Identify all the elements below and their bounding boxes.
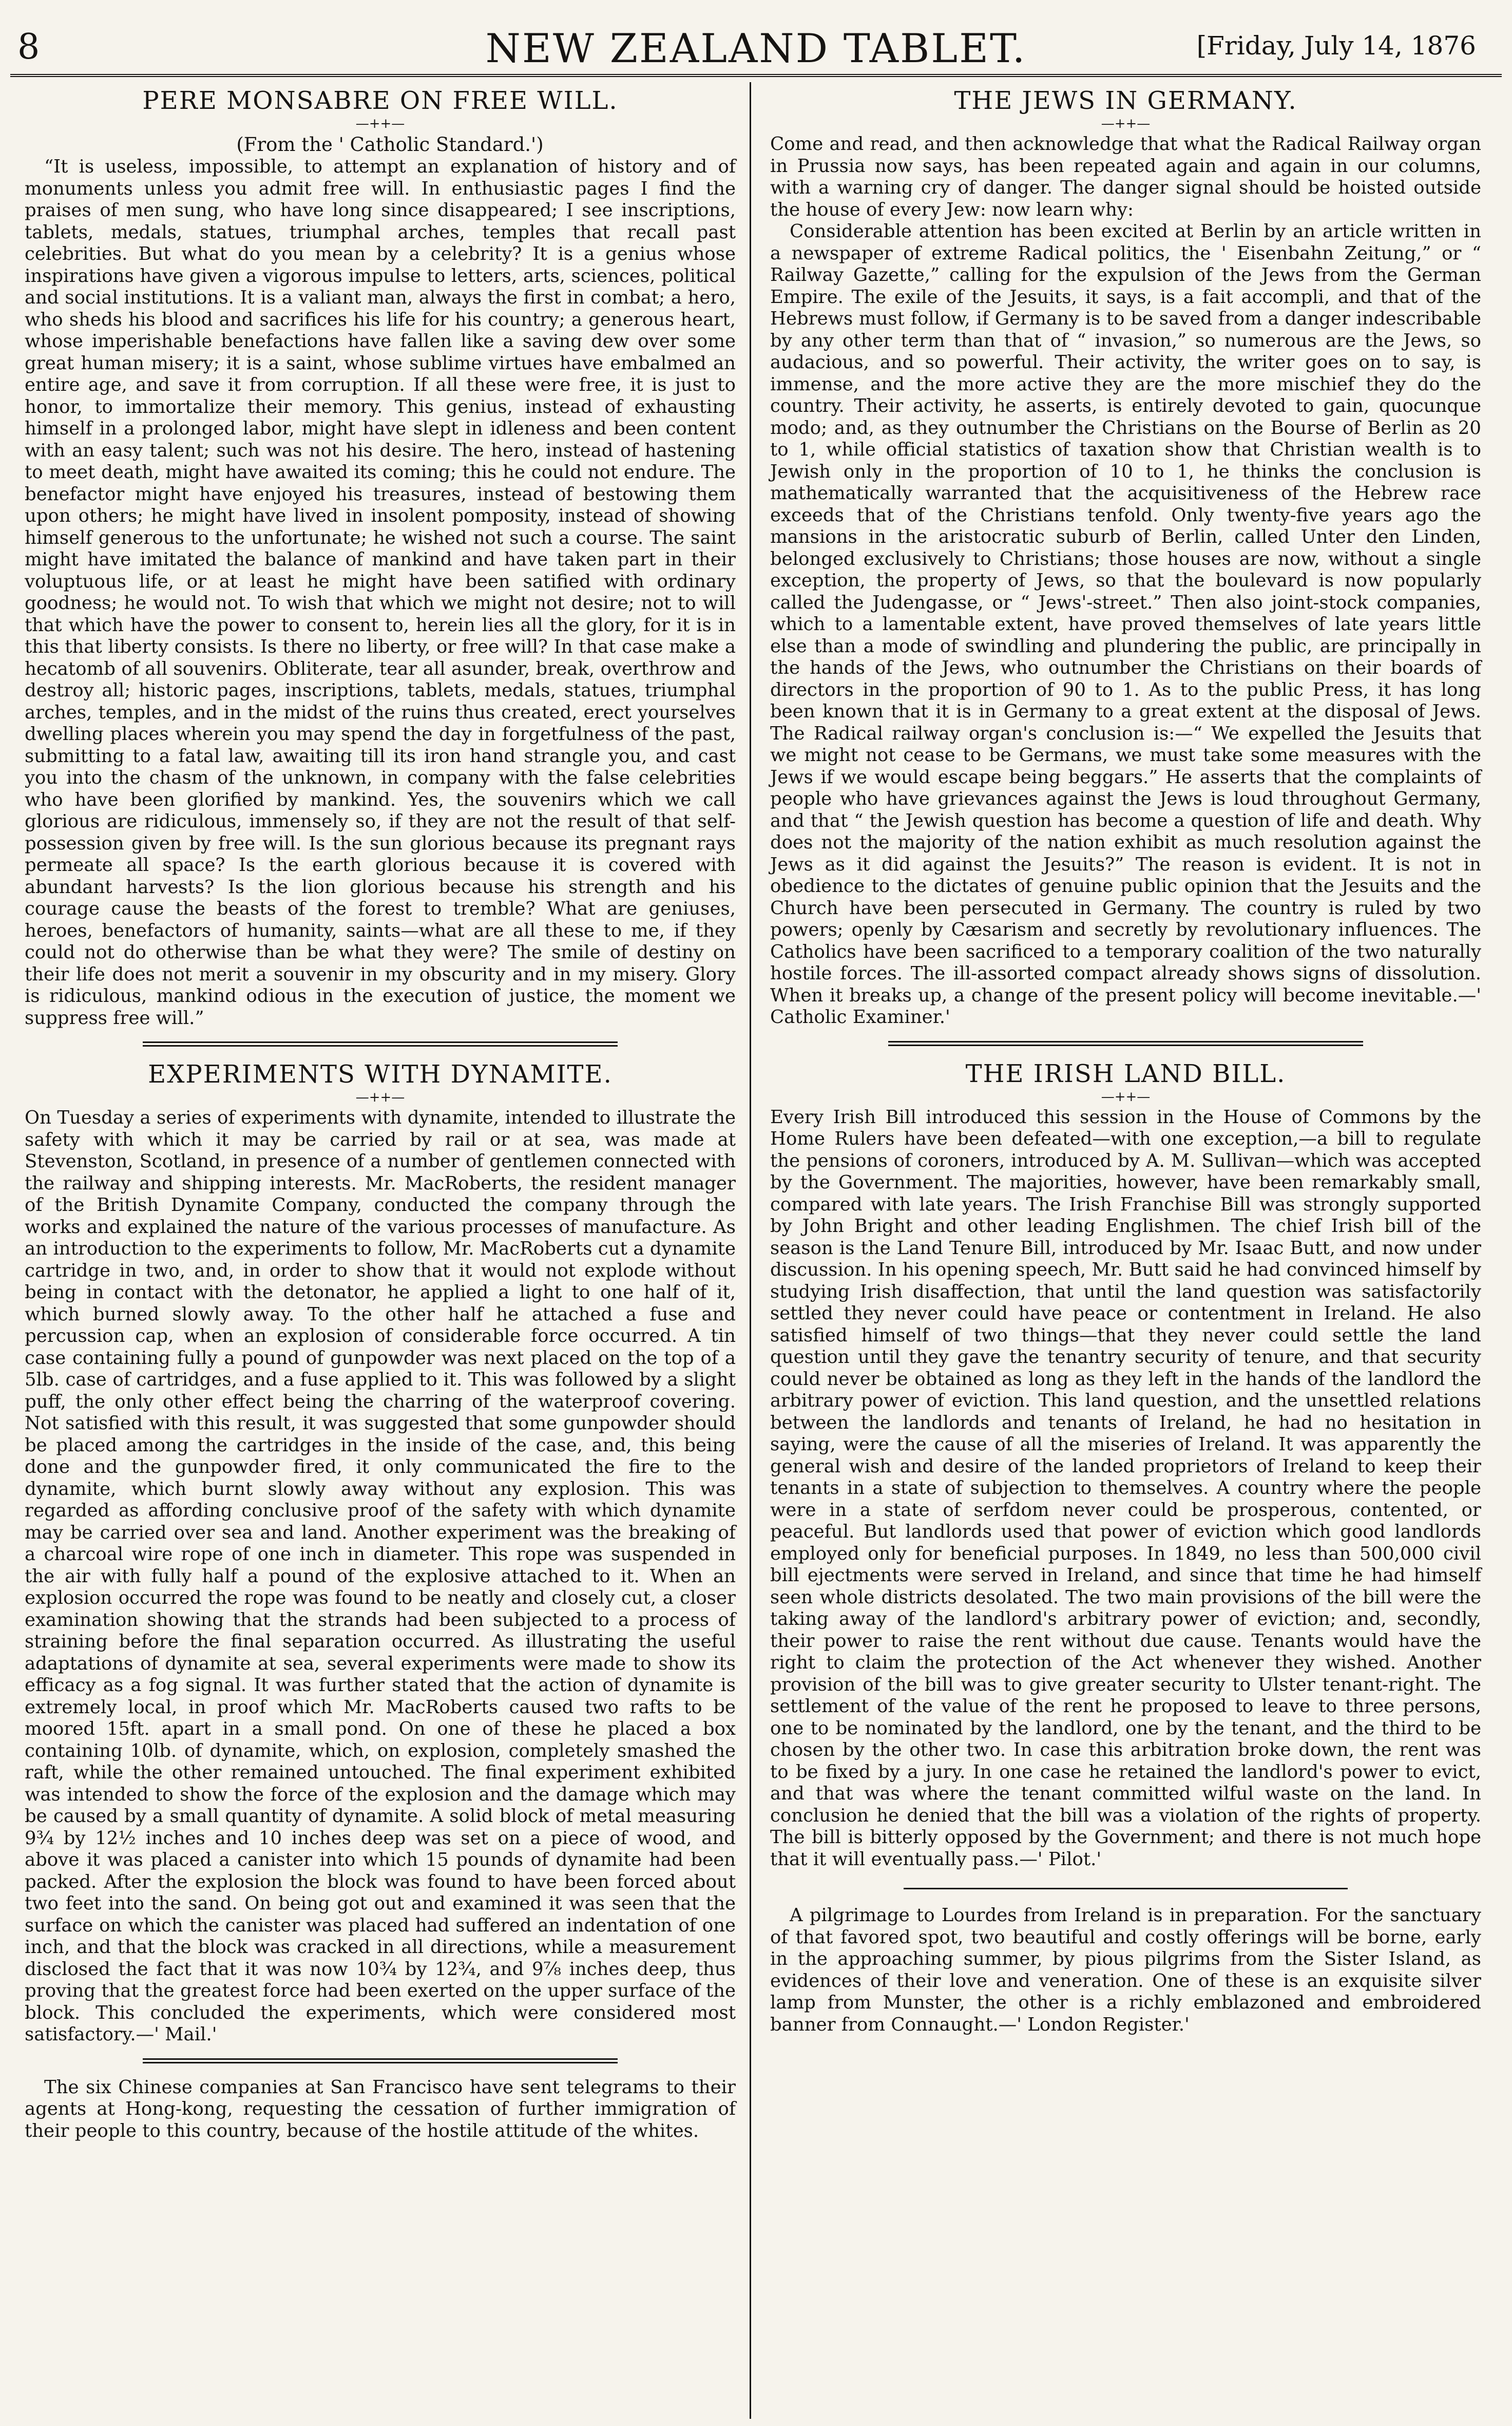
article-title: EXPERIMENTS WITH DYNAMITE. xyxy=(148,1060,613,1089)
news-item-body: The six Chinese companies at San Francisco have sent telegrams to their agents at Hong-kong, requesting the cessation of further immigration of their people to this country, because of the hostile attitude of the whites. xyxy=(25,2076,736,2141)
issue-date: [Friday, July 14, 1876 xyxy=(1196,31,1476,61)
news-item-chinese-companies xyxy=(25,2077,736,2143)
left-column xyxy=(25,86,736,2142)
article-source: (From the ' Catholic Standard.') xyxy=(236,134,544,156)
item-divider xyxy=(904,1888,1348,1889)
article-dynamite xyxy=(25,1060,736,2046)
page-number: 8 xyxy=(17,27,40,67)
article-body: Every Irish Bill introduced this session in the House of Commons by the Home Rulers have been defeated—with one exception,—a bill to regulate the pensions of coroners, introduced by A. M. Sullivan—which was accepted by the Government. The majorities, however, have been remarkably small, compared with late years. The Irish Franchise Bill was strongly supported by John Bright and other leading Englishmen. The chief Irish bill of the season is the Land Tenure Bill, introduced by Mr. Isaac Butt, and now under discussion. In his opening speech, Mr. Butt said he had convinced himself by studying Irish disaffection, that until the land question was satisfactorily settled they never could have peace or contentment in Ireland. He also satisfied himself of two things—that they never could settle the land question until they gave the tenantry security of tenure, and that security could never be obtained as long as they left in the hands of the landlord the arbitrary power of eviction. This land question, and the unsettled relations between the landlords and tenants of Ireland, he had no hesitation in saying, were the cause of all the miseries of Ireland. It was apparently the general wish and desire of the landed proprietors of Ireland to keep their tenants in a state of subjection to themselves. A country where the people were in a state of serfdom never could be prosperous, contented, or peaceful. But landlords used that power of eviction which good landlords employed only for beneficial purposes. In 1849, no less than 500,000 civil bill ejectments were served in Ireland, and since that time he had himself seen whole districts desolated. The two main provisions of the bill were the taking away of the landlord's arbitrary power of eviction; and, secondly, their power to raise the rent without due cause. Tenants would have the right to claim the protection of the Act whenever they wished. Another provision of the bill was to give greater security to Ulster tenant-right. The settlement of the value of the rent he proposed to leave to three persons, one to be nominated by the landlord, one by the tenant, and the third to be chosen by the other two. In case this arbitration broke down, the rent was to be fixed by a jury. In one case he retained the landlord's power to evict, and that was where the tenant committed wilful waste on the land. In conclusion he denied that the bill was a violation of the rights of property. The bill is bitterly opposed by the Government; and there is not much hope that it will eventually pass.—' Pilot.' xyxy=(770,1106,1481,1870)
article-irish-land-bill xyxy=(770,1059,1481,1871)
article-intro: Come and read, and then acknowledge that what the Radical Railway organ in Prussia now says, has been repeated again and again in our columns, with a warning cry of danger. The danger signal should be hoisted outside the house of every Jew: now learn why: xyxy=(770,134,1481,220)
section-divider xyxy=(888,1041,1363,1046)
article-body: “It is useless, impossible, to attempt an explanation of history and of monuments unless you admit free will. In enthusiastic pages I find the praises of men sung, who have long since disappeared; I see inscriptions, tablets, medals, statues, triumphal arches, temples that recall past celebrities. But what do you mean by a celebrity? It is a genius whose inspirations have given a vigorous impulse to letters, arts, sciences, political and social institutions. It is a valiant man, always the first in combat; a hero, who sheds his blood and sacrifices his life for his country; a generous heart, whose imperishable benefactions have fallen like a saving dew over some great human misery; it is a saint, whose sublime virtues have embalmed an entire age, and save it from corruption. If all these were free, it is just to honor, to immortalize their memory. This genius, instead of exhausting himself in a prolonged labor, might have slept in idleness and been content with an easy talent; such was not his desire. The hero, instead of hastening to meet death, might have awaited its coming; this he could not endure. The benefactor might have enjoyed his treasures, instead of bestowing them upon others; he might have lived in insolent pomposity, instead of showing himself generous to the unfortunate; he wished not such a course. The saint might have imitated the balance of mankind and have taken part in their voluptuous life, or at least he might have been satified with ordinary goodness; he would not. To wish that which we might not desire; not to will that which have the power to consent to, herein lies all the glory, for it is in this that liberty consists. Is there no liberty, or free will? In that case make a hecatomb of all souvenirs. Obliterate, tear all asunder, break, overthrow and destroy all; historic pages, inscriptions, tablets, medals, statues, triumphal arches, temples, and in the midst of the ruins thus created, erect yourselves dwelling places wherein you may spend the day in forgetfulness of the past, submitting to a fatal law, awaiting till its iron hand strangle you, and cast you into the chasm of the unknown, in company with the false celebrities who have been glorified by mankind. Yes, the souvenirs which we call glorious are ridiculous, immensely so, if they are not the result of that self-possession given by free will. Is the sun glorious because its pregnant rays permeate all space? Is the earth glorious because it is covered with abundant harvests? Is the lion glorious because his strength and his courage cause the beasts of the forest to tremble? What are geniuses, heroes, benefactors of humanity, saints—what are all these to me, if they could not do otherwise than be what they were? The smile of destiny on their life does not merit a souvenir in my obscurity and in my misery. Glory is ridiculous, mankind odious in the execution of justice, the moment we suppress free will.” xyxy=(25,156,736,1029)
news-item-body: A pilgrimage to Lourdes from Ireland is in preparation. For the sanctuary of that favored spot, two beautiful and costly offerings will be borne, early in the approaching summer, by pious pilgrims from the Sister Island, as evidences of their love and veneration. One of these is an exquisite silver lamp from Munster, the other is a richly emblazoned and embroidered banner from Connaught.—' London Register.' xyxy=(770,1905,1481,2035)
newspaper-title: NEW ZEALAND TABLET. xyxy=(485,26,1027,72)
section-divider xyxy=(143,1041,618,1047)
article-body: Considerable attention has been excited at Berlin by an article written in a newspaper of extreme Radical politics, the ' Eisenbahn Zeitung,” or “ Railway Gazette,” calling for the expulsion of the Jews from the German Empire. The exile of the Jesuits, it says, is a fait accompli, and that of the Hebrews must follow, if Germany is to be saved from a danger indescribable by any other term than that of “ invasion,” so numerous are the Jews, so audacious, and so powerful. Their activity, the writer goes on to say, is immense, and the more active they are the more mischief they do the country. Their activity, he asserts, is entirely devoted to gain, quocunque modo; and, as they outnumber the Christians on the Bourse of Berlin as 20 to 1, while official statistics of taxation show that Christian wealth is to Jewish only in the proportion of 10 to 1, he thinks the conclusion is mathematically warranted that the acquisitiveness of the Hebrew race exceeds that of the Christians tenfold. Only twenty-five years ago the mansions in the aristocratic suburb of Berlin, called Unter den Linden, belonged exclusively to Christians; those houses are now, without a single exception, the property of Jews, so that the boulevard is now popularly called the Judengasse, or “ Jews'-street.” Then also joint-stock companies, which to a lamentable extent, have proved themselves of late years little else than a mode of swindling and plundering the public, are principally in the hands of the Jews, who outnumber the Christians on their boards of directors in the proportion of 90 to 1. As to the public Press, it has long been known that it is in Germany to a great extent at the disposal of Jews. The Radical railway organ's conclusion is:—“ We expelled the Jesuits that we might not cease to be Germans, we must take some measures with the Jews if we would escape being beggars.” He asserts that the complaints of people who have grievances against the Jews is loud throughout Germany, and that “ the Jewish question has become a question of life and death. Why does not the majority of the nation exhibit as much resolution against the Jews as it did against the Jesuits?” The reason is evident. It is not in obedience to the dictates of genuine public opinion that the Jesuits and the Church have been persecuted in Germany. The country is ruled by two powers; openly by Cæsarism and secretly by revolutionary influences. The Catholics have been sacrificed to a temporary coalition of the two naturally hostile forces. The ill-assorted compact already shows signs of dissolution. When it breaks up, a change of the present policy will become inevitable.—' Catholic Examiner.' xyxy=(770,221,1481,1028)
masthead-rule xyxy=(10,74,1502,77)
article-title: THE JEWS IN GERMANY. xyxy=(954,86,1297,115)
right-column xyxy=(770,86,1481,2036)
masthead xyxy=(10,0,1502,72)
article-title: THE IRISH LAND BILL. xyxy=(965,1059,1286,1088)
article-body: On Tuesday a series of experiments with dynamite, intended to illustrate the safety with which it may be carried by rail or at sea, was made at Stevenston, Scotland, in presence of a number of gentlemen connected with the railway and shipping interests. Mr. MacRoberts, the resident manager of the British Dynamite Company, conducted the company through the works and explained the nature of the various processes of manufacture. As an introduction to the experiments to follow, Mr. MacRoberts cut a dynamite cartridge in two, and, in order to show that it would not explode without being in contact with the detonator, he applied a light to one half of it, which burned slowly away. To the other half he attached a fuse and percussion cap, when an explosion of considerable force occurred. A tin case containing fully a pound of gunpowder was next placed on the top of a 5lb. case of cartridges, and a fuse applied to it. This was followed by a slight puff, the only other effect being the charring of the waterproof covering. Not satisfied with this result, it was suggested that some gunpowder should be placed among the cartridges in the inside of the case, and, this being done and the gunpowder fired, it only communicated the fire to the dynamite, which burnt slowly away without any explosion. This was regarded as affording conclusive proof of the safety with which dynamite may be carried over sea and land. Another experiment was the breaking of a charcoal wire rope of one inch in diameter. This rope was suspended in the air with fully half a pound of the explosive attached to it. When an explosion occurred the rope was found to be neatly and closely cut, a closer examination showing that the strands had been subjected to a process of straining before the final separation occurred. As illustrating the useful adaptations of dynamite at sea, several experiments were made to show its efficacy as a fog signal. It was further stated that the action of dynamite is extremely local, in proof which Mr. MacRoberts caused two rafts to be moored 15ft. apart in a small pond. On one of these he placed a box containing 10lb. of dynamite, which, on explosion, completely smashed the raft, while the other remained untouched. The final experiment exhibited was intended to show the force of the explosion and the damage which may be caused by a small quantity of dynamite. A solid block of metal measuring 9¾ by 12½ inches and 10 inches deep was set on a piece of wood, and above it was placed a canister into which 15 pounds of dynamite had been packed. After the explosion the block was found to have been forced about two feet into the sand. On being got out and examined it was seen that the surface on which the canister was placed had suffered an indentation of one inch, and that the block was cracked in all directions, while a measurement disclosed the fact that it was now 10¾ by 12¾, and 9⅞ inches deep, thus proving that the greatest force had been exerted on the upper surface of the block. This concluded the experiments, which were considered most satisfactory.—' Mail.' xyxy=(25,1107,736,2045)
ornament-divider: —++— xyxy=(355,1090,405,1105)
ornament-divider: —++— xyxy=(355,116,405,131)
article-jews-germany xyxy=(770,86,1481,1029)
column-divider xyxy=(750,82,751,2419)
section-divider xyxy=(143,2058,618,2063)
news-item-lourdes xyxy=(770,1905,1481,2036)
ornament-divider: —++— xyxy=(1101,1089,1151,1105)
ornament-divider: —++— xyxy=(1101,116,1151,131)
article-title: PERE MONSABRE ON FREE WILL. xyxy=(142,86,618,115)
article-monsabre xyxy=(25,86,736,1029)
